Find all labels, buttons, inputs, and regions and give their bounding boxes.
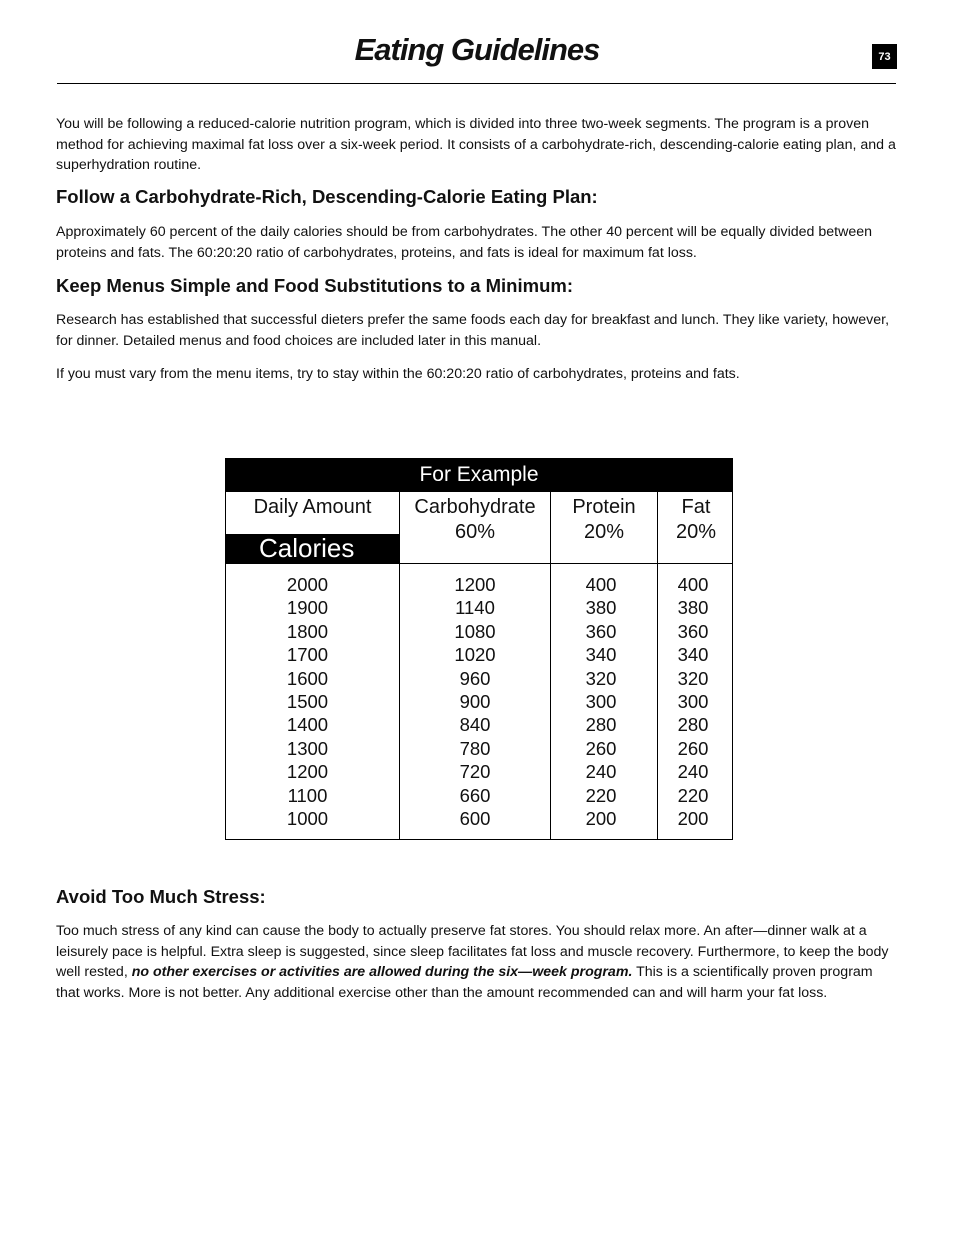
table-cell-calories: 1400 [286,714,329,736]
section-heading-stress: Avoid Too Much Stress: [56,886,266,907]
table-cell-fat: 260 [677,737,709,759]
stress-text-part2: This is a scientifically proven program that works. More is not better. Any additional exercise other than the amount recommended can and will harm your fat loss. [56,964,873,1001]
table-cell-carb: 720 [459,761,491,783]
table-cell-protein: 220 [585,784,617,806]
table-cell-fat: 320 [677,667,709,689]
table-cell-carb: 1080 [454,620,496,642]
table-cell-protein: 200 [585,808,617,830]
menus-ratio-paragraph: If you must vary from the menu items, try to stay within the 60:20:20 ratio of carbohydrates, proteins and fats. [56,366,740,382]
table-cell-calories: 1600 [286,667,329,689]
table-cell-calories: 1800 [286,620,329,642]
table-cell-carb: 1200 [454,574,496,595]
table-cell-calories: 1700 [286,644,329,666]
table-cell-calories: 1500 [286,691,329,713]
calorie-table [225,458,733,840]
table-cell-carb: 960 [459,667,491,689]
table-cell-carb: 1020 [454,644,496,666]
eating-plan-paragraph: Approximately 60 percent of the daily calories should be from carbohydrates. The other 40 percent will be equally divided between proteins and fats. The 60:20:20 ratio of carbohydrates, proteins, and fats is ideal for maximum fat loss. [56,224,872,261]
table-cell-protein: 300 [585,691,617,713]
menus-paragraph: Research has established that successful dieters prefer the same foods each day for breakfast and lunch. They like variety, however, for dinner. Detailed menus and food choices are included later in this manual. [56,312,890,349]
header-protein-label: Protein [572,496,636,518]
header-divider [57,83,896,84]
page-title: Eating Guidelines [354,32,600,67]
table-cell-protein: 260 [585,737,617,759]
table-cell-carb: 780 [459,737,491,759]
section-heading-eating-plan: Follow a Carbohydrate-Rich, Descending-Calorie Eating Plan: [56,186,598,207]
column-calories-values [226,573,389,830]
column-fat-values [658,573,728,830]
table-cell-protein: 240 [585,761,617,783]
table-cell-fat: 280 [677,714,709,736]
header-carbohydrate-label: Carbohydrate [414,496,536,518]
intro-paragraph: You will be following a reduced-calorie nutrition program, which is divided into three two-week segments. The program is a proven method for achieving maximal fat loss over a six-week period. It consists of a carbohydrate-rich, descending-calorie eating plan, and a superhydration routine. [56,116,896,173]
header-protein-percent: 20% [583,521,625,543]
header-fat-label: Fat [681,496,711,518]
table-cell-calories: 1300 [286,737,329,759]
table-cell-carb: 900 [459,691,491,713]
page-number-badge: 73 [872,44,897,69]
header-carbohydrate-percent: 60% [454,521,496,543]
table-cell-fat: 200 [677,808,709,830]
header-daily-amount: Daily Amount [253,496,372,518]
table-cell-protein: 340 [585,644,617,666]
table-cell-protein: 280 [585,714,617,736]
table-cell-protein: 380 [585,597,617,619]
table-cell-calories: 1100 [287,784,328,806]
table-cell-carb: 1140 [455,597,495,619]
header-fat [658,495,734,545]
table-header-divider [226,563,732,564]
header-fat-percent: 20% [675,521,717,543]
table-cell-fat: 360 [677,620,709,642]
stress-paragraph [56,921,898,1003]
table-cell-fat: 240 [677,761,709,783]
stress-text-part1: Too much stress of any kind can cause the body to actually preserve fat stores. You should relax more. An after—dinner walk at a leisurely pace is helpful. Extra sleep is suggested, since sleep facilitates fat loss and muscle recovery. Furthermore, to keep the body well rested, [56,923,889,980]
table-cell-calories: 1200 [286,761,329,783]
table-cell-protein: 400 [585,574,617,595]
table-cell-fat: 340 [677,644,709,666]
table-cell-carb: 600 [459,808,491,830]
table-cell-protein: 360 [585,620,617,642]
table-cell-protein: 320 [585,667,617,689]
header-protein [551,495,657,545]
table-cell-fat: 300 [677,691,709,713]
table-cell-calories: 2000 [286,574,329,595]
table-cell-fat: 220 [677,784,709,806]
stress-text-emphasis: no other exercises or activities are allowed during the six—week program. [131,964,633,980]
section-heading-menus: Keep Menus Simple and Food Substitutions to a Minimum: [56,275,573,296]
header-carbohydrate [400,495,550,545]
table-cell-carb: 840 [459,714,491,736]
table-cell-carb: 660 [459,784,491,806]
table-cell-fat: 380 [677,597,709,619]
table-cell-calories: 1000 [286,808,329,830]
table-banner: For Example [226,459,732,492]
table-cell-fat: 400 [677,574,709,595]
column-protein-values [551,573,651,830]
column-carbohydrate-values [400,573,550,830]
header-calories: Calories [226,534,399,563]
table-cell-calories: 1900 [286,597,329,619]
